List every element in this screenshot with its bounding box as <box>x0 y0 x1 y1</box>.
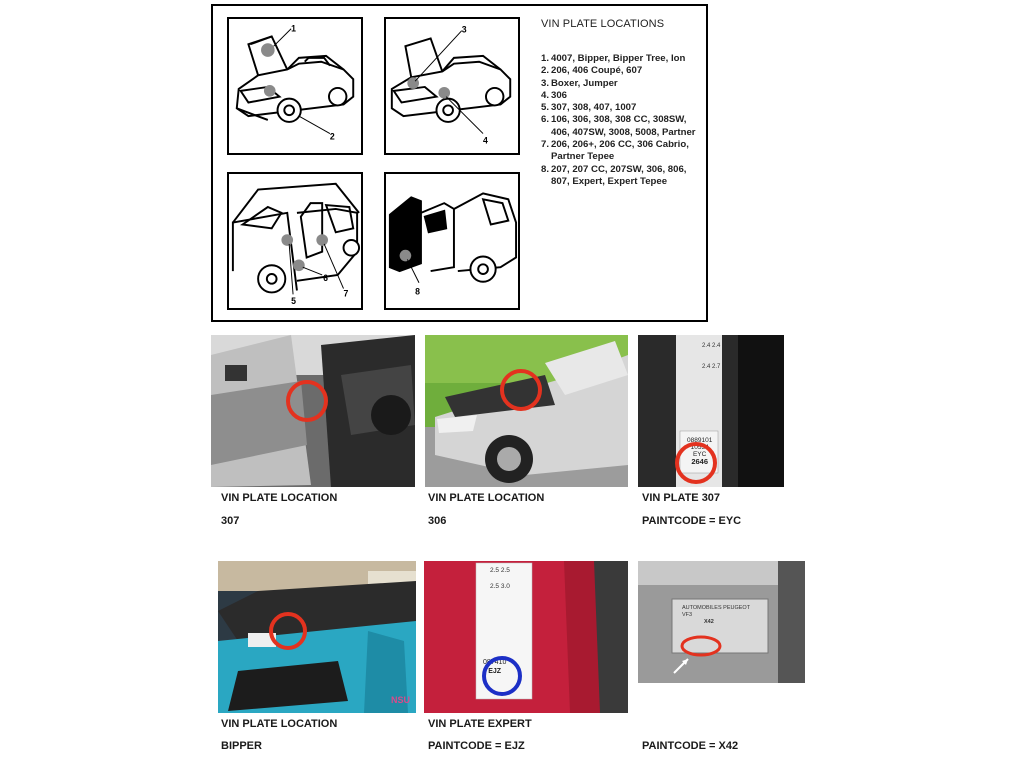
legend-item-number: 2. <box>541 65 550 77</box>
photo-307-door-open <box>211 335 415 487</box>
caption-photo-307-plate-title: VIN PLATE 307 <box>642 492 721 504</box>
legend-item-8 <box>541 164 706 189</box>
legend-item-text: 306 <box>551 89 568 101</box>
legend-item-number: 1. <box>541 53 550 64</box>
diagram-marker-7: 7 <box>343 288 349 299</box>
legend-item-2 <box>541 65 706 77</box>
caption-photo-expert-paintcode: PAINTCODE = EJZ <box>428 740 525 752</box>
caption-photo-307-model: 307 <box>221 515 240 527</box>
photo-307-paint-sticker <box>638 335 784 487</box>
legend-item-text: 307, 308, 407, 1007 <box>551 102 637 114</box>
photo-expert-paint-sticker <box>424 561 628 713</box>
caption-photo-306-title: VIN PLATE LOCATION <box>428 492 545 504</box>
legend-item-text: 106, 306, 308, 308 CC, 308SW, <box>551 114 687 126</box>
sketch-door-open-front <box>227 172 363 310</box>
sticker-307-paintcode: 0889101 10554 EYC 2646 <box>687 437 713 466</box>
legend-item-3 <box>541 78 706 90</box>
legend-title: VIN PLATE LOCATIONS <box>541 18 665 30</box>
plate-x42-text: AUTOMOBILES PEUGEOT VF3 X42 <box>682 605 751 625</box>
photo-306-hood-open <box>425 335 628 487</box>
legend-item-text: Boxer, Jumper <box>551 77 618 89</box>
photo-bipper-hood-open <box>218 561 416 713</box>
sticker-expert-pressure: 2.5 2.5 2.5 3.0 <box>490 567 510 590</box>
legend-item-7 <box>541 139 706 164</box>
legend-item-4 <box>541 90 706 102</box>
caption-photo-307-title: VIN PLATE LOCATION <box>221 492 338 504</box>
legend-item-6 <box>541 114 706 139</box>
caption-photo-x42-paintcode: PAINTCODE = X42 <box>642 740 739 752</box>
legend-item-1 <box>541 53 706 65</box>
caption-photo-expert-title: VIN PLATE EXPERT <box>428 718 532 730</box>
legend-item-number: 5. <box>541 102 550 114</box>
legend-item-number: 4. <box>541 89 550 101</box>
diagram-marker-2: 2 <box>329 131 335 142</box>
sticker-expert-paintcode: 087410 EJZ <box>483 659 507 675</box>
legend-item-text: 206, 206+, 206 CC, 306 Cabrio, <box>551 139 689 151</box>
legend-item-text: 207, 207 CC, 207SW, 306, 806, <box>551 163 687 175</box>
diagram-marker-1: 1 <box>291 23 296 34</box>
bipper-stand-sign: NSU <box>390 695 410 705</box>
legend-item-text: 206, 406 Coupé, 607 <box>551 65 643 77</box>
vin-location-diagram-panel <box>211 4 708 322</box>
sketch-hood-open-front <box>227 17 363 155</box>
sketch-door-open-rear <box>384 172 520 310</box>
legend-item-text-continued: 807, Expert, Expert Tepee <box>551 175 668 187</box>
caption-photo-307-paintcode: PAINTCODE = EYC <box>642 515 742 527</box>
legend-item-5 <box>541 102 706 114</box>
photo-plate-x42 <box>638 561 805 683</box>
caption-photo-bipper-model: BIPPER <box>221 740 262 752</box>
legend-item-text-continued: 406, 407SW, 3008, 5008, Partner <box>551 126 696 138</box>
diagram-marker-4: 4 <box>483 135 488 146</box>
caption-photo-bipper-title: VIN PLATE LOCATION <box>221 718 338 730</box>
legend-item-number: 6. <box>541 114 550 126</box>
diagram-marker-6: 6 <box>323 272 329 283</box>
legend-item-number: 7. <box>541 139 550 151</box>
legend-item-text: 4007, Bipper, Bipper Tree, Ion <box>551 53 686 64</box>
sketch-hood-open-engine <box>384 17 520 155</box>
legend-list <box>541 53 706 188</box>
legend-item-text-continued: Partner Tepee <box>551 151 615 163</box>
caption-photo-306-model: 306 <box>428 515 447 527</box>
sticker-307-pressure: 2.4 2.4 2.4 2.7 <box>702 343 721 370</box>
diagram-marker-5: 5 <box>291 296 296 307</box>
diagram-marker-8: 8 <box>415 286 420 297</box>
legend-item-number: 3. <box>541 77 550 89</box>
diagram-marker-3: 3 <box>461 24 467 35</box>
legend-item-number: 8. <box>541 163 550 175</box>
